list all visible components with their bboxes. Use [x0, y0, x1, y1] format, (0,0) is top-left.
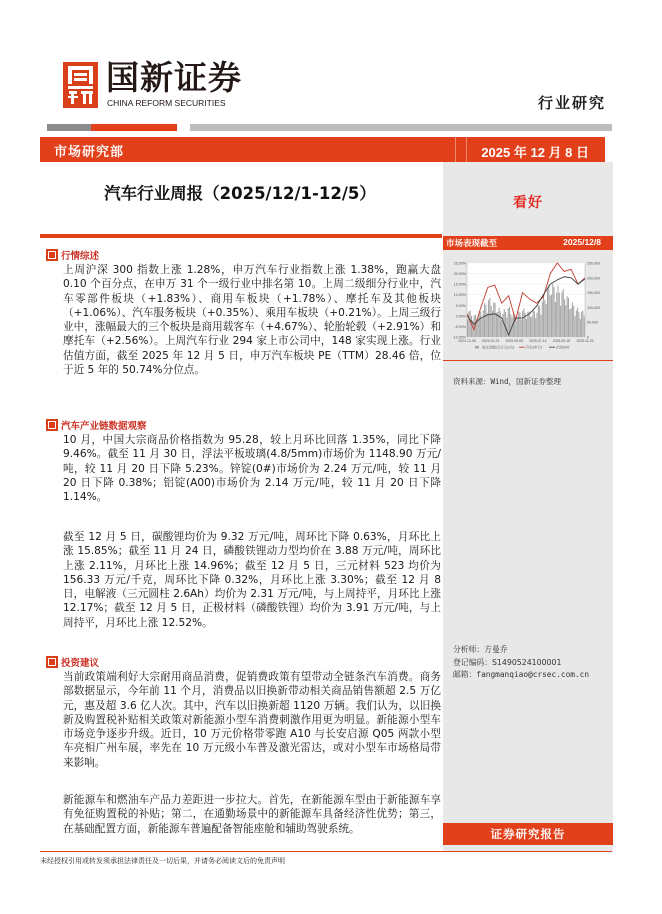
report-title: 汽车行业周报（2025/12/1-12/5） [104, 184, 376, 203]
svg-text:5.00%: 5.00% [455, 303, 466, 308]
brand-name-cn: 国新证券 [106, 58, 242, 97]
svg-text:汽车(申万): 汽车(申万) [526, 345, 543, 350]
svg-text:0.00%: 0.00% [455, 314, 466, 319]
analyst-registration: 登记编码：S1490524100001 [453, 657, 562, 667]
title-divider [40, 234, 442, 238]
svg-text:0: 0 [587, 335, 589, 340]
industry-rating: 看好 [513, 195, 543, 211]
svg-text:2025-01-23: 2025-01-23 [481, 339, 500, 343]
paragraph-investment-advice-1: 当前政策端利好大宗耐用商品消费，促销费政策有望带动全链条汽车消费。商务部数据显示，今年前 11 个月，消费品以旧换新带动相关商品销售额超 2.5 万亿元，惠及超 3.6 亿人次。其中，汽车以旧换新超 1120 万辆。我们认为，以旧换新及购置税补贴相关政策对新能源小型车消费刺激作用更为明显。新能源小型车市场竞争逐步升级。近日，10 万元价格带零跑 A10 与长安启源 Q05 两款小型车亮相广州车展，率先在 10 万元级小车普及激光雷达，或对小型车市场格局带来影响。 [63, 671, 441, 769]
svg-text:100,000: 100,000 [587, 305, 600, 310]
chart-source: 资料来源：Wind，国新证券整理 [453, 377, 562, 386]
header-divider-gray [47, 124, 91, 131]
svg-text:250,000: 250,000 [587, 261, 600, 266]
svg-text:2025-05-08: 2025-05-08 [505, 339, 523, 343]
china-reform-logo-icon [63, 62, 98, 108]
svg-text:15.00%: 15.00% [453, 282, 466, 287]
paragraph-supply-chain-2: 截至 12 月 5 日，碳酸锂均价为 9.32 万元/吨，周环比下降 0.63%，月环比上涨 15.85%；截至 11 月 24 日，磷酸铁锂动力型均价在 3.88 万元/吨，周环比上涨 2.11%，月环比上涨 14.96%；截至 12 月 5 日，三元材料 523 均价为 156.33 万元/千克，周环比下降 0.32%，月环比上涨 3.30%；截至 12 月 8 日，电解液（三元圆柱 2.6Ah）均价为 2.31 万元/吨，与上周持平，月环比上涨 12.17%；截至 12 月 5 日，正极材料（磷酸铁锂）均价为 3.91 万元/吨，与上周持平，月环比上涨 12.52%。 [63, 531, 441, 629]
analyst-info [453, 644, 589, 682]
svg-text:150,000: 150,000 [587, 291, 600, 296]
section-heading-supply-chain [46, 418, 147, 432]
paragraph-investment-advice-2: 新能源车和燃油车产品力差距进一步拉大。首先，在新能源车型由于新能源车享有免征购置税的补贴；第二，在通勤场景中的新能源车具备经济性优势；第三，在基础配置方面，新能源车普遍配备智能座舱和辅助驾驶系统。 [63, 794, 441, 835]
section-heading-investment-advice [46, 655, 99, 669]
banner-separator [455, 137, 456, 162]
svg-text:2025-11-25: 2025-11-25 [576, 339, 594, 343]
section-title: 行情综述 [61, 251, 100, 262]
svg-text:50,000: 50,000 [587, 320, 598, 325]
department-name: 市场研究部 [54, 145, 125, 160]
svg-text:2025-07-14: 2025-07-14 [529, 339, 547, 343]
market-performance-header [443, 236, 613, 250]
section-logo-icon [46, 656, 58, 668]
footer-divider [40, 851, 612, 852]
svg-text:25.00%: 25.00% [453, 261, 466, 266]
section-title: 汽车产业链数据观察 [61, 421, 147, 432]
section-logo-icon [46, 419, 58, 431]
analyst-email[interactable]: 邮箱：fangmanqiao@crsec.com.cn [453, 670, 590, 679]
paragraph-market-review: 上周沪深 300 指数上涨 1.28%，申万汽车行业指数上涨 1.38%，跑赢大盘 0.10 个百分点，在申万 31 个一级行业中排名第 10。上周二级细分行业中，汽车零部件板块（+1.83%）、商用车板块（+1.78%）、摩托车及其他板块（+1.06%）、汽车服务板块（+0.35%）、乘用车板块（+0.21%）。上周三级行业中，涨幅最大的三个板块是商用载客车（+4.67%）、轮胎轮毂（+2.91%）和摩托车（+2.56%）。上周汽车行业 294 家上市公司中，148 家实现上涨。行业估值方面，截至 2025 年 12 月 5 日，申万汽车板块 PE（TTM）28.46 倍，位于近 5 年的 50.74%分位点。 [63, 264, 441, 377]
svg-text:沪深300: 沪深300 [556, 345, 570, 350]
report-date: 2025 年 12 月 8 日 [481, 145, 589, 160]
market-performance-label: 市场表现截至 [446, 239, 498, 249]
banner-separator [466, 137, 467, 162]
brand-name-en: CHINA REFORM SECURITIES [107, 98, 226, 108]
source-divider [443, 360, 613, 361]
market-performance-date: 2025/12/8 [563, 237, 601, 247]
section-title: 投资建议 [61, 658, 100, 669]
sidebar [443, 162, 613, 852]
svg-text:10.00%: 10.00% [453, 293, 466, 298]
section-heading-market-review [46, 248, 99, 262]
svg-text:成交金额(百万元)(右): 成交金额(百万元)(右) [482, 345, 515, 350]
disclaimer: 未经授权引用或转发须承担法律责任及一切后果，并请务必阅读文后的免责声明 [40, 857, 285, 865]
analyst-name: 分析师：方曼乔 [453, 645, 508, 654]
market-performance-chart [445, 257, 611, 357]
svg-text:-10.00%: -10.00% [452, 335, 466, 340]
paragraph-supply-chain-1: 10 月，中国大宗商品价格指数为 95.28，较上月环比回落 1.35%，同比下降 9.46%。截至 11 月 30 日，浮法平板玻璃(4.8/5mm)市场价为 1148.90 万元/吨，较 11 月 20 日下降 5.23%。锌锭(0#)市场价为 2.24 万元/吨，较 11 月 20 日下降 0.38%；铝锭(A00)市场价为 2.14 万元/吨，较 11 月 20 日下降 1.14%。 [63, 434, 441, 504]
header-divider-orange [91, 124, 177, 131]
header-divider-long [190, 124, 612, 131]
department-banner [40, 137, 605, 162]
svg-text:20.00%: 20.00% [453, 272, 466, 277]
report-kind: 行业研究 [538, 94, 607, 112]
svg-text:-5.00%: -5.00% [454, 324, 466, 329]
svg-text:200,000: 200,000 [587, 276, 600, 281]
report-label: 证券研究报告 [443, 823, 613, 845]
svg-text:2024-12-06: 2024-12-06 [458, 339, 476, 343]
section-logo-icon [46, 249, 58, 261]
svg-text:2025-09-18: 2025-09-18 [552, 339, 571, 343]
